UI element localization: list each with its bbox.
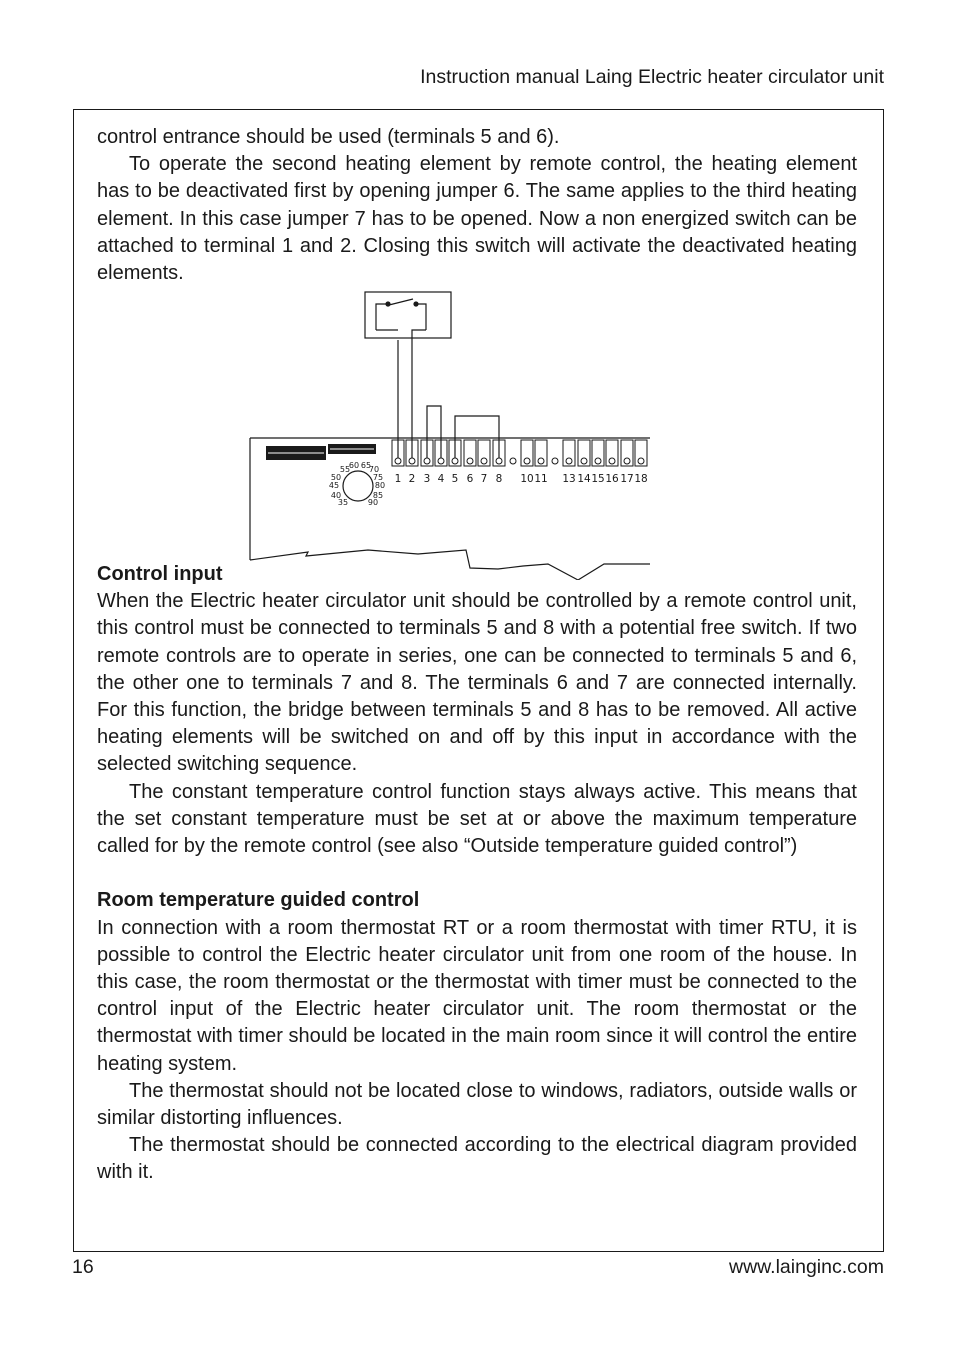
paragraph-thermostat-location: The thermostat should not be located close to windows, radiators, outside walls or similar distorting influences. bbox=[97, 1079, 857, 1130]
terminal-label-7: 7 bbox=[480, 473, 488, 485]
terminal-screw-16 bbox=[609, 458, 615, 464]
terminal-13 bbox=[563, 440, 575, 466]
dial-label-70: 70 bbox=[368, 465, 380, 474]
terminal-label-18: 18 bbox=[634, 473, 648, 485]
terminal-label-14: 14 bbox=[577, 473, 591, 485]
spare-terminal-1 bbox=[510, 458, 516, 464]
terminal-label-5: 5 bbox=[451, 473, 459, 485]
terminal-16 bbox=[606, 440, 618, 466]
terminal-screw-15 bbox=[595, 458, 601, 464]
terminal-screw-14 bbox=[581, 458, 587, 464]
switch-blade bbox=[389, 299, 413, 305]
terminal-label-10: 10 bbox=[520, 473, 534, 485]
terminal-label-3: 3 bbox=[423, 473, 431, 485]
paragraph-control-input: When the Electric heater circulator unit should be controlled by a remote control unit, this control must be connected to terminals 5 and 8 with a potential free switch. If two remote controls are to operate in series, one can be connected to terminals 5 and 6, the other one to terminals 7 and 8. The terminals 6 and 7 are connected internally. For this function, the bridge between terminals 5 and 8 has to be removed. All active heating elements will be switched on and off by this input in accordance with the selected switching sequence. bbox=[97, 590, 857, 776]
footer-url: www.lainginc.com bbox=[729, 1256, 884, 1278]
terminal-7 bbox=[478, 440, 490, 466]
terminal-screw-1 bbox=[395, 458, 401, 464]
page-number: 16 bbox=[72, 1256, 94, 1278]
terminal-label-2: 2 bbox=[408, 473, 416, 485]
terminal-screw-8 bbox=[496, 458, 502, 464]
dial-label-50: 50 bbox=[330, 473, 342, 482]
terminal-18 bbox=[635, 440, 647, 466]
dial-label-80: 80 bbox=[374, 481, 386, 490]
terminal-15 bbox=[592, 440, 604, 466]
terminal-6 bbox=[464, 440, 476, 466]
terminal-screw-13 bbox=[566, 458, 572, 464]
spacer bbox=[97, 860, 857, 887]
terminal-label-6: 6 bbox=[466, 473, 474, 485]
dial-label-85: 85 bbox=[372, 491, 384, 500]
dial-label-45: 45 bbox=[328, 481, 340, 490]
terminal-screw-5 bbox=[452, 458, 458, 464]
dial-scale bbox=[329, 461, 385, 507]
terminal-wiring-diagram bbox=[248, 288, 652, 580]
terminal-label-17: 17 bbox=[620, 473, 634, 485]
jumper-3-4 bbox=[427, 406, 441, 458]
terminal-11 bbox=[535, 440, 547, 466]
terminal-labels bbox=[395, 473, 648, 485]
terminal-screw-6 bbox=[467, 458, 473, 464]
paragraph-remote-control: To operate the second heating element by remote control, the heating element has to be deactivated first by opening jumper 6. The same applies to the third heating element. In this case jumper 7 has to be opened. Now a non energized switch can be attached to terminal 1 and 2. Closing this switch will activate the deactivated heating elements. bbox=[97, 153, 857, 285]
heading-room-temperature: Room temperature guided control bbox=[97, 889, 420, 912]
terminal-label-4: 4 bbox=[437, 473, 445, 485]
terminal-17 bbox=[621, 440, 633, 466]
terminal-label-16: 16 bbox=[605, 473, 619, 485]
temperature-dial bbox=[343, 471, 373, 501]
external-switch-box bbox=[365, 292, 451, 338]
terminal-14 bbox=[578, 440, 590, 466]
dial-label-60: 60 bbox=[348, 461, 360, 470]
terminal-screw-3 bbox=[424, 458, 430, 464]
terminal-strip bbox=[392, 440, 647, 466]
terminal-screw-11 bbox=[538, 458, 544, 464]
terminal-label-1: 1 bbox=[394, 473, 402, 485]
spare-terminal-2 bbox=[552, 458, 558, 464]
terminal-10 bbox=[521, 440, 533, 466]
terminal-label-11: 11 bbox=[534, 473, 548, 485]
paragraph-thermostat-wiring: The thermostat should be connected according to the electrical diagram provided with it. bbox=[97, 1134, 857, 1184]
dial-label-35: 35 bbox=[337, 498, 349, 507]
dial-label-75: 75 bbox=[372, 473, 384, 482]
dial-label-40: 40 bbox=[330, 491, 342, 500]
heading-control-input: Control input bbox=[97, 563, 223, 585]
terminal-screw-10 bbox=[524, 458, 530, 464]
terminal-label-15: 15 bbox=[591, 473, 605, 485]
terminal-label-13: 13 bbox=[562, 473, 576, 485]
terminal-screw-2 bbox=[409, 458, 415, 464]
terminal-screw-18 bbox=[638, 458, 644, 464]
dial-label-65: 65 bbox=[360, 461, 372, 470]
bridge-5-8 bbox=[455, 416, 499, 458]
terminal-screw-17 bbox=[624, 458, 630, 464]
paragraph-continuation: control entrance should be used (terminals 5 and 6). bbox=[97, 126, 560, 148]
intro-section bbox=[97, 124, 857, 287]
terminal-screw-7 bbox=[481, 458, 487, 464]
body-section bbox=[97, 561, 857, 1187]
dial-label-55: 55 bbox=[339, 465, 351, 474]
paragraph-room-thermostat: In connection with a room thermostat RT or a room thermostat with timer RTU, it is possible to control the Electric heater circulator unit from one room of the house. In this case, the room thermostat or the thermostat with timer must be connected to the control input of the Electric heater circulator unit. The room thermostat or the thermostat with timer should be located in the main room since it will control the entire heating system. bbox=[97, 916, 857, 1075]
paragraph-constant-temperature: The constant temperature control function stays always active. This means that the set constant temperature must be set at or above the maximum temperature called for by the remote control (see also “Outside temperature guided control”) bbox=[97, 780, 857, 858]
dial-label-90: 90 bbox=[367, 498, 379, 507]
left-connector-block bbox=[266, 444, 376, 460]
terminal-label-8: 8 bbox=[495, 473, 503, 485]
running-header: Instruction manual Laing Electric heater circulator unit bbox=[420, 66, 884, 88]
terminal-screw-4 bbox=[438, 458, 444, 464]
